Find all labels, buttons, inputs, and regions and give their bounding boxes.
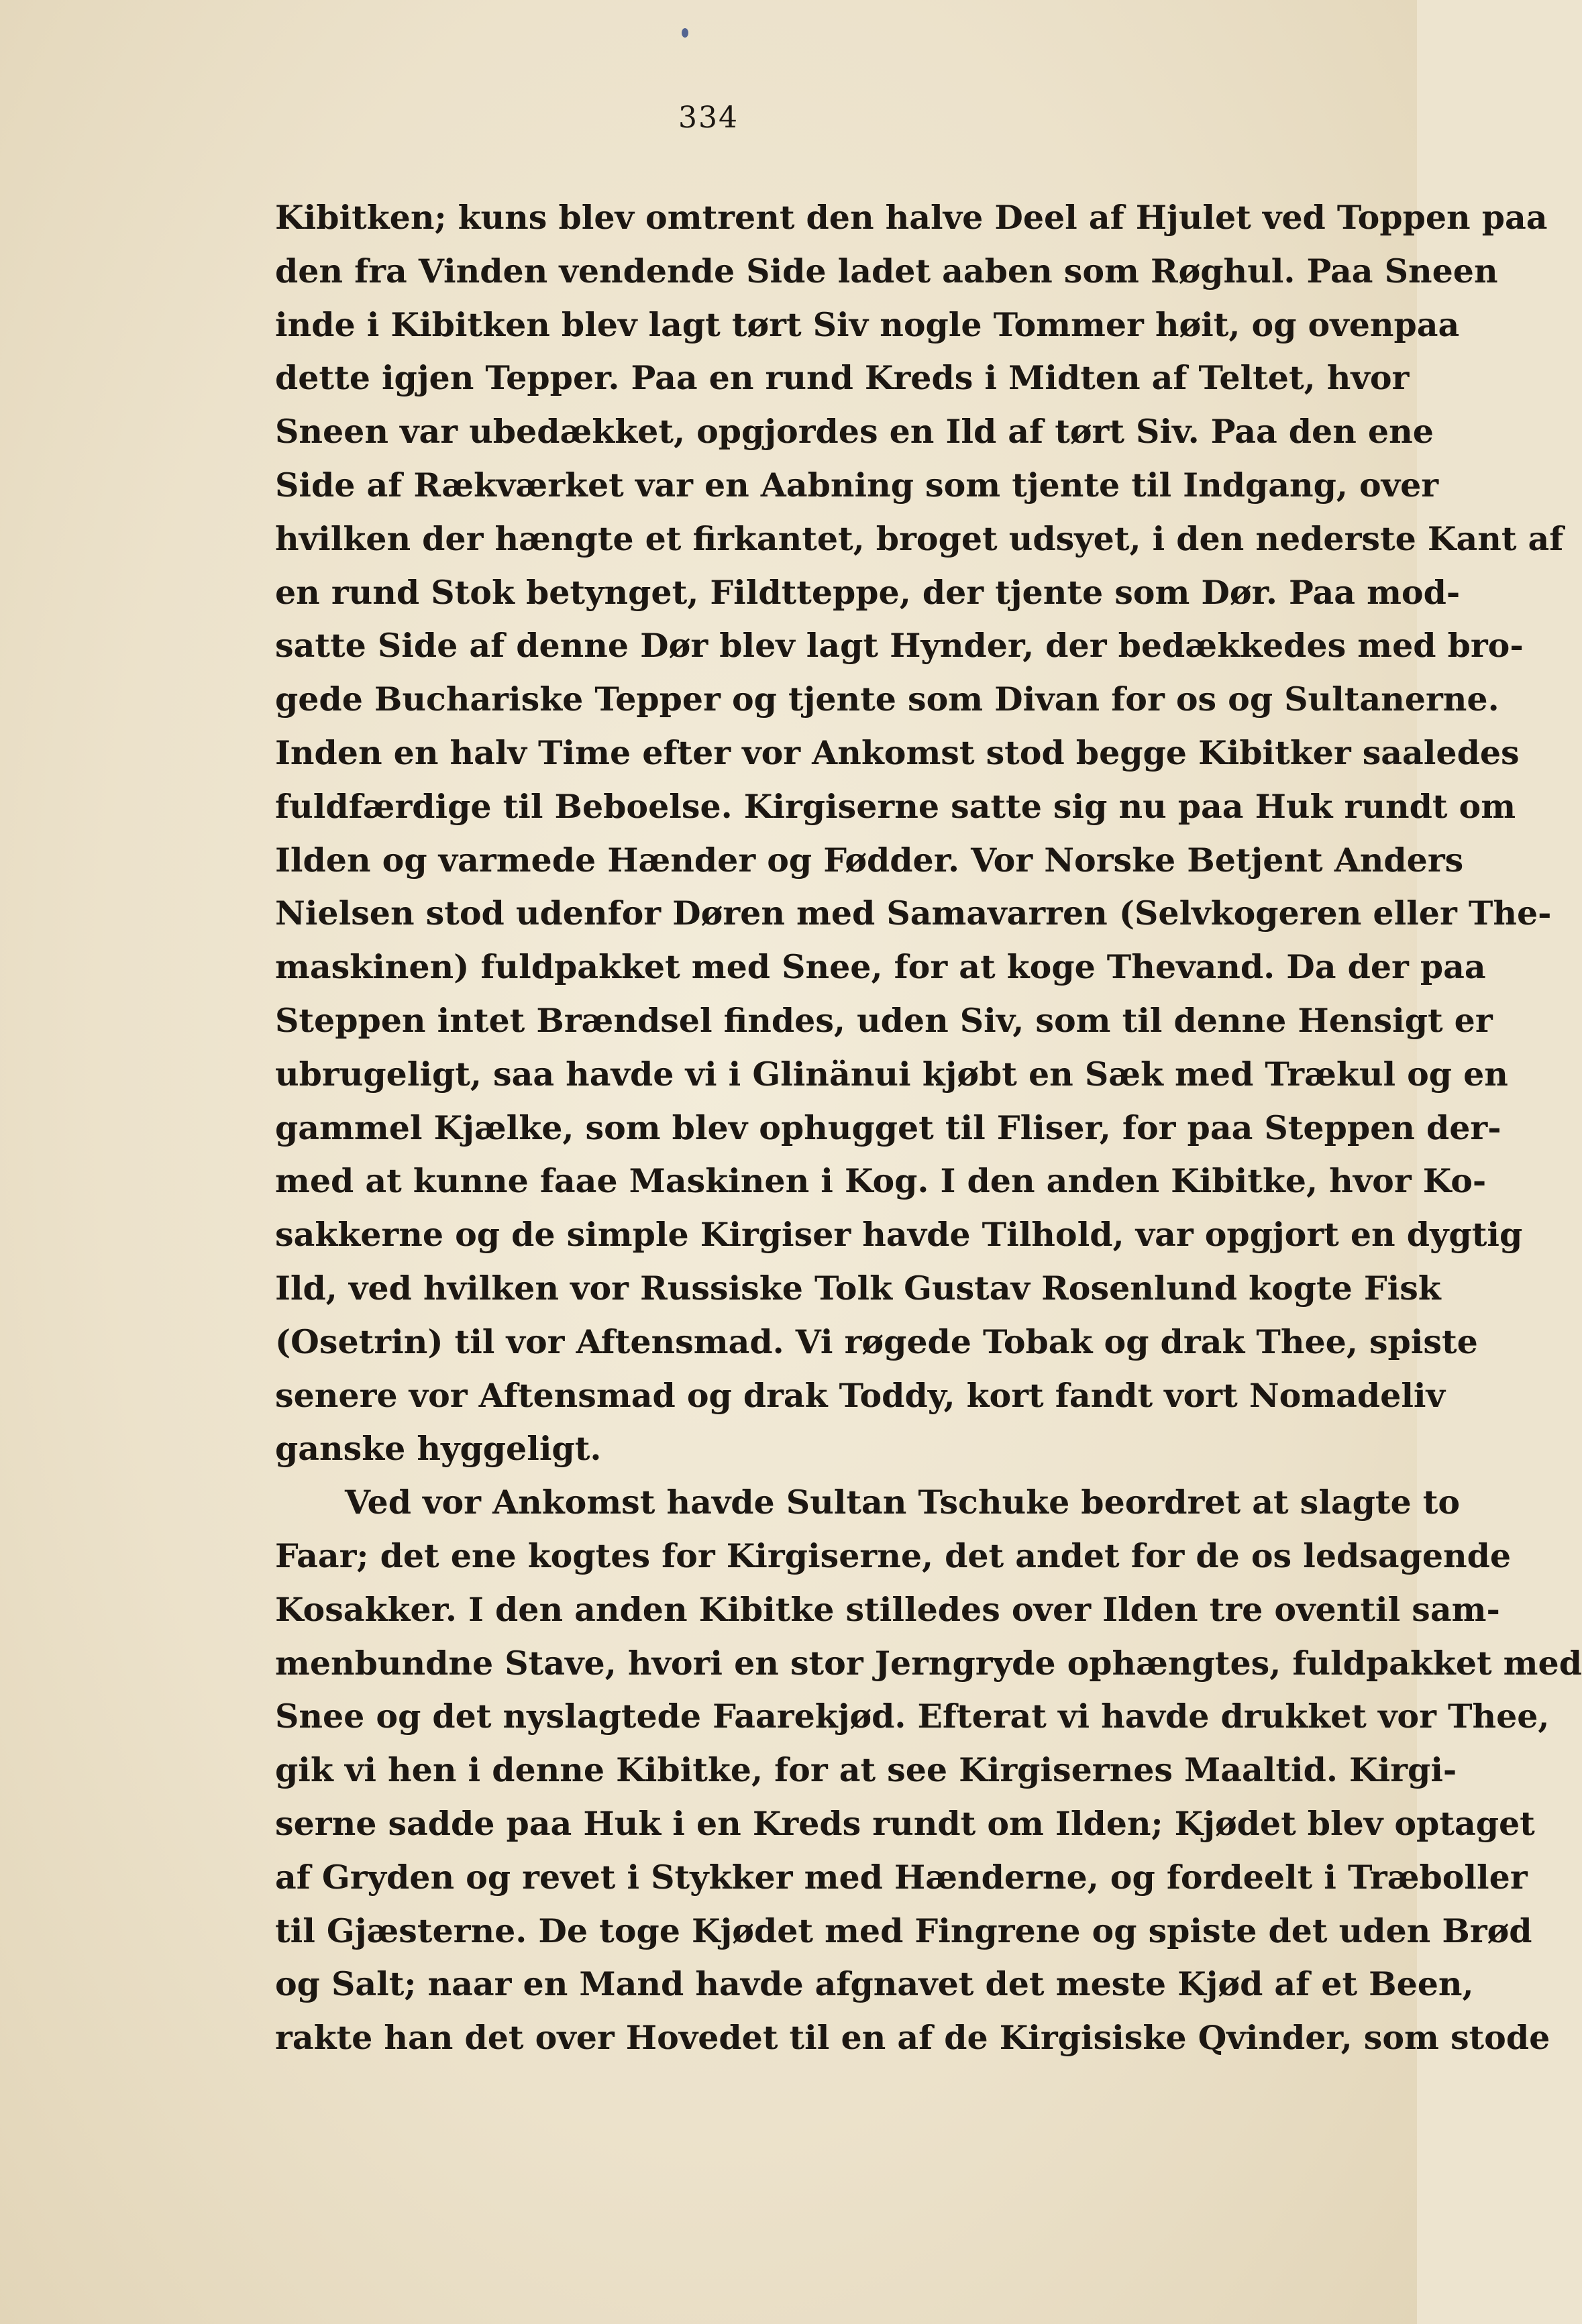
text-line: sakkerne og de simple Kirgiser havde Tilhold, var opgjort en dygtig [275, 1215, 1523, 1255]
text-line: Ild, ved hvilken vor Russiske Tolk Gustav Rosenlund kogte Fisk [275, 1268, 1441, 1308]
paragraph-start-line: Ved vor Ankomst havde Sultan Tschuke beordret at slagte to [345, 1483, 1461, 1522]
text-line: af Gryden og revet i Stykker med Hænderne, og fordeelt i Træboller [275, 1857, 1528, 1897]
text-line: (Osetrin) til vor Aftensmad. Vi røgede Tobak og drak Thee, spiste [275, 1322, 1478, 1361]
text-line: serne sadde paa Huk i en Kreds rundt om Ilden; Kjødet blev optaget [275, 1803, 1535, 1843]
text-line: Kosakker. I den anden Kibitke stilledes over Ilden tre oventil sam- [275, 1589, 1500, 1629]
text-line: Ilden og varmede Hænder og Fødder. Vor Norske Betjent Anders [275, 840, 1464, 880]
text-line: en rund Stok betynget, Fildtteppe, der tjente som Dør. Paa mod- [275, 572, 1461, 612]
text-line: gammel Kjælke, som blev ophugget til Fliser, for paa Steppen der- [275, 1108, 1501, 1147]
text-line: hvilken der hængte et firkantet, broget udsyet, i den nederste Kant af [275, 519, 1564, 558]
text-line: satte Side af denne Dør blev lagt Hynder, der bedækkedes med bro- [275, 626, 1524, 666]
text-line: den fra Vinden vendende Side ladet aaben som Røghul. Paa Sneen [275, 251, 1498, 290]
text-line: menbundne Stave, hvori en stor Jerngryde ophængtes, fuldpakket med [275, 1643, 1582, 1683]
text-line: Kibitken; kuns blev omtrent den halve Deel af Hjulet ved Toppen paa [275, 198, 1548, 237]
text-line: Inden en halv Time efter vor Ankomst stod begge Kibitker saaledes [275, 733, 1520, 772]
text-line: dette igjen Tepper. Paa en rund Kreds i Midten af Teltet, hvor [275, 358, 1410, 398]
text-line: inde i Kibitken blev lagt tørt Siv nogle Tommer høit, og ovenpaa [275, 305, 1460, 344]
text-line: Steppen intet Brændsel findes, uden Siv, som til denne Hensigt er [275, 1000, 1493, 1040]
text-line: til Gjæsterne. De toge Kjødet med Fingrene og spiste det uden Brød [275, 1911, 1532, 1950]
text-line: rakte han det over Hovedet til en af de Kirgisiske Qvinder, som stode [275, 2018, 1550, 2058]
body-text [275, 191, 1582, 2065]
page-number: 334 [678, 101, 739, 135]
text-line: Sneen var ubedækket, opgjordes en Ild af tørt Siv. Paa den ene [275, 412, 1434, 452]
text-line: Side af Rækværket var en Aabning som tjente til Indgang, over [275, 465, 1439, 505]
text-line: med at kunne faae Maskinen i Kog. I den anden Kibitke, hvor Ko- [275, 1161, 1487, 1201]
text-line: og Salt; naar en Mand havde afgnavet det meste Kjød af et Been, [275, 1964, 1474, 2004]
text-line: ubrugeligt, saa havde vi i Glinänui kjøbt en Sæk med Trækul og en [275, 1054, 1508, 1094]
text-line: Faar; det ene kogtes for Kirgiserne, det andet for de os ledsagende [275, 1536, 1512, 1575]
text-line: fuldfærdige til Beboelse. Kirgiserne satte sig nu paa Huk rundt om [275, 786, 1516, 826]
text-line: maskinen) fuldpakket med Snee, for at koge Thevand. Da der paa [275, 947, 1486, 987]
text-line: Snee og det nyslagtede Faarekjød. Efterat vi havde drukket vor Thee, [275, 1697, 1550, 1736]
text-line: gik vi hen i denne Kibitke, for at see Kirgisernes Maaltid. Kirgi- [275, 1750, 1457, 1790]
text-line: senere vor Aftensmad og drak Toddy, kort fandt vort Nomadeliv [275, 1375, 1446, 1415]
ink-spot [682, 28, 688, 38]
text-line: Nielsen stod udenfor Døren med Samavarren (Selvkogeren eller The- [275, 894, 1552, 933]
text-line: gede Buchariske Tepper og tjente som Divan for os og Sultanerne. [275, 680, 1499, 719]
paragraph-end-line: ganske hyggeligt. [275, 1429, 602, 1469]
